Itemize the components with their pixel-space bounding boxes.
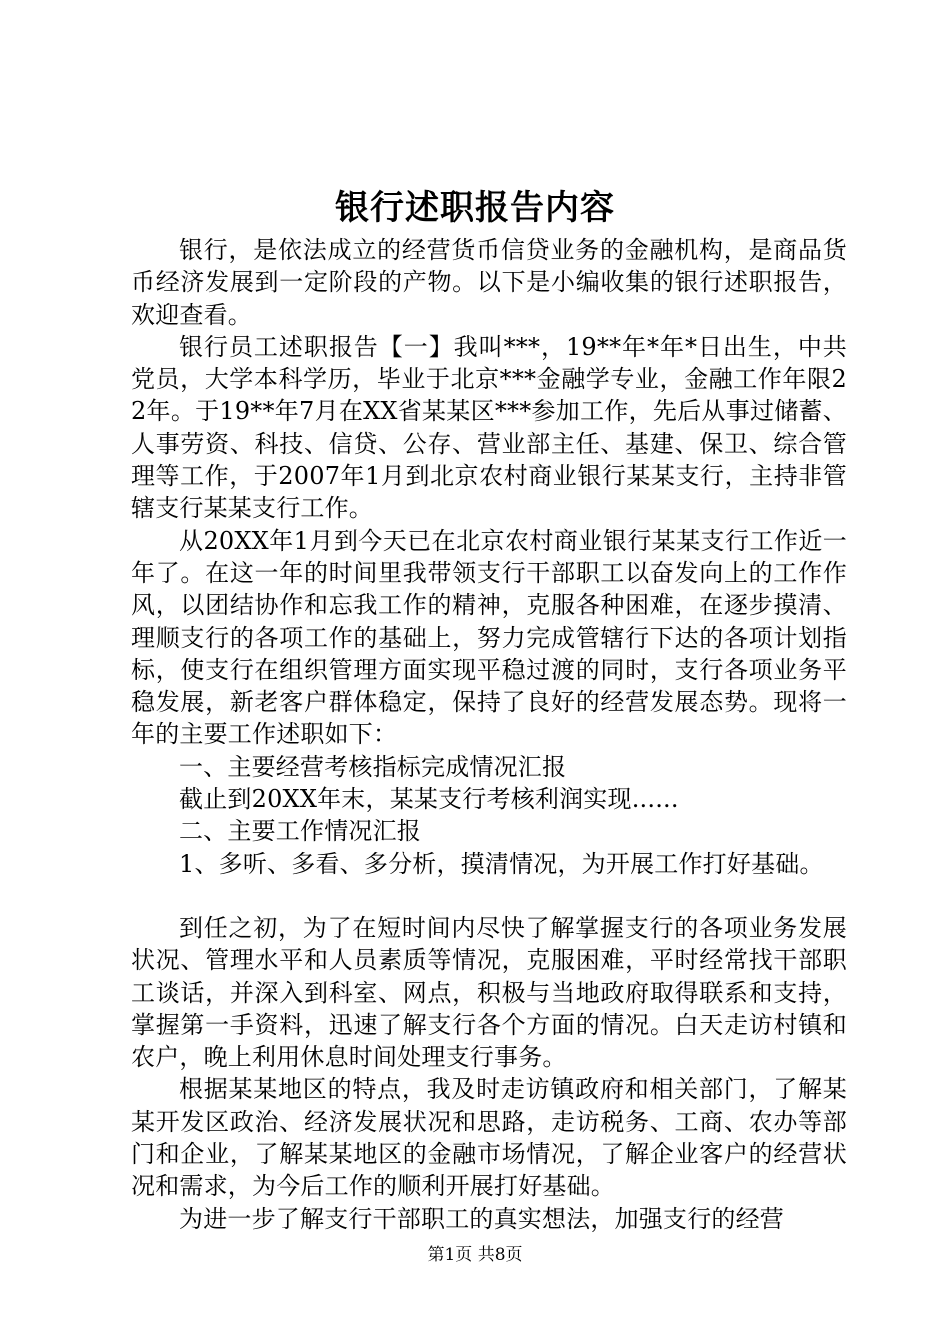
paragraph-profit: 截止到20XX年末，某某支行考核利润实现......	[179, 785, 679, 814]
blank-line	[131, 880, 847, 912]
paragraph-staff: 为进一步了解支行干部职工的真实想法，加强支行的经营	[179, 1204, 784, 1233]
paragraph-initial-work: 到任之初，为了在短时间内尽快了解掌握支行的各项业务发展状况、管理水平和人员素质等情况，克服困难，平时经常找干部职工谈话，并深入到科室、网点，积极与当地政府取得联系和支持，掌握第一手资料，迅速了解支行各个方面的情况。白天走访村镇和农户，晚上利用休息时间处理支行事务。	[131, 913, 847, 1072]
subsection-heading-1: 1、多听、多看、多分析，摸清情况，为开展工作打好基础。	[179, 849, 824, 878]
document-body	[131, 234, 847, 1235]
paragraph-personal-info: 银行员工述职报告【一】我叫***，19**年*年*日出生，中共党员，大学本科学历，毕业于北京***金融学专业，金融工作年限22年。于19**年7月在XX省某某区***参加工作，先后从事过储蓄、人事劳资、科技、信贷、公存、营业部主任、基建、保卫、综合管理等工作，于2007年1月到北京农村商业银行某某支行，主持非管辖支行某某支行工作。	[131, 332, 847, 523]
section-heading-2: 二、主要工作情况汇报	[179, 817, 421, 846]
paragraph-local-visits: 根据某某地区的特点，我及时走访镇政府和相关部门，了解某某开发区政治、经济发展状况和思路，走访税务、工商、农办等部门和企业，了解某某地区的金融市场情况，了解企业客户的经营状况和需求，为今后工作的顺利开展打好基础。	[131, 1075, 847, 1201]
document-title: 银行述职报告内容	[335, 188, 615, 228]
page-footer: 第1页 共8页	[427, 1245, 523, 1265]
paragraph-overview: 从20XX年1月到今天已在北京农村商业银行某某支行工作近一年了。在这一年的时间里我带领支行干部职工以奋发向上的工作作风，以团结协作和忘我工作的精神，克服各种困难，在逐步摸清、理顺支行的各项工作的基础上，努力完成管辖行下达的各项计划指标，使支行在组织管理方面实现平稳过渡的同时，支行各项业务平稳发展，新老客户群体稳定，保持了良好的经营发展态势。现将一年的主要工作述职如下：	[131, 526, 847, 749]
section-heading-1: 一、主要经营考核指标完成情况汇报	[179, 752, 567, 781]
paragraph-intro: 银行，是依法成立的经营货币信贷业务的金融机构，是商品货币经济发展到一定阶段的产物。以下是小编收集的银行述职报告，欢迎查看。	[131, 236, 847, 329]
